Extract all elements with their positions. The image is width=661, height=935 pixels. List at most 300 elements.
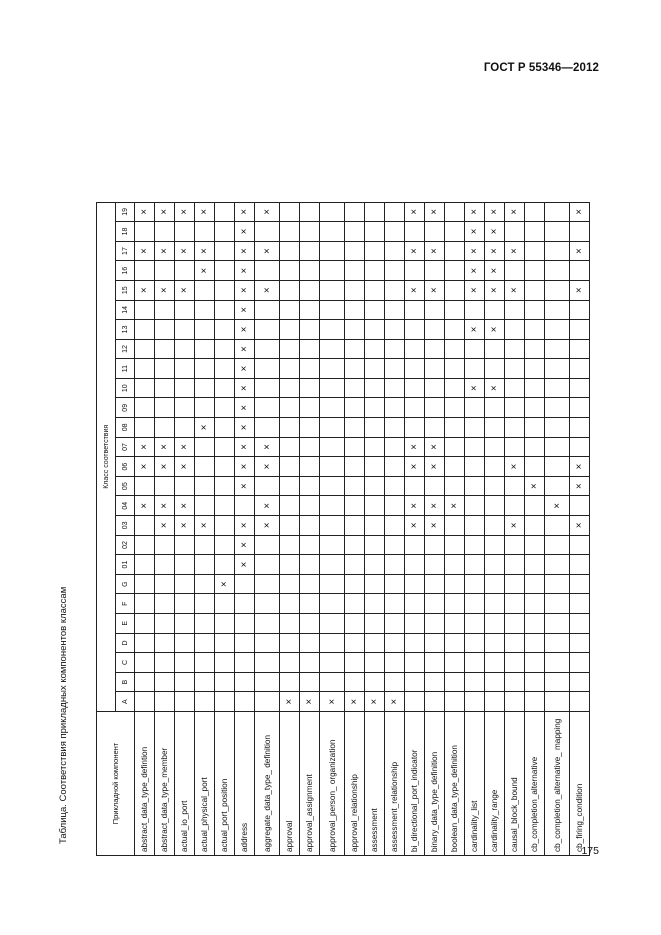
class-cell-B xyxy=(505,672,525,692)
class-cell-D xyxy=(485,633,505,653)
class-cell-09 xyxy=(175,398,195,418)
class-cell-10 xyxy=(545,378,570,398)
conformance-mark: × xyxy=(159,208,170,215)
conformance-mark: × xyxy=(179,444,190,450)
class-cell-19 xyxy=(545,202,570,222)
class-cell-02 xyxy=(280,535,300,555)
class-cell-09 xyxy=(155,398,175,418)
conformance-mark: × xyxy=(159,444,170,450)
class-cell-18 xyxy=(215,222,235,242)
class-cell-11 xyxy=(280,359,300,379)
class-cell-14 xyxy=(235,300,255,320)
class-cell-B xyxy=(235,672,255,692)
class-cell-05 xyxy=(525,476,545,496)
class-cell-06 xyxy=(195,457,215,477)
class-cell-07 xyxy=(320,437,345,457)
class-cell-16 xyxy=(505,261,525,281)
class-cell-F xyxy=(385,594,405,614)
class-cell-03 xyxy=(280,516,300,536)
table-row xyxy=(280,202,300,855)
class-cell-12 xyxy=(300,339,320,359)
class-cell-F xyxy=(235,594,255,614)
class-cell-G xyxy=(280,574,300,594)
conformance-mark: × xyxy=(489,287,500,294)
class-cell-F xyxy=(365,594,385,614)
class-cell-13 xyxy=(300,320,320,340)
class-cell-07 xyxy=(570,437,590,457)
class-cell-04 xyxy=(155,496,175,516)
class-cell-06 xyxy=(365,457,385,477)
table-row xyxy=(195,202,215,855)
class-cell-11 xyxy=(545,359,570,379)
class-cell-C xyxy=(525,653,545,673)
class-cell-15 xyxy=(135,280,155,300)
class-cell-16 xyxy=(405,261,425,281)
class-cell-A xyxy=(445,692,465,712)
conformance-mark: × xyxy=(139,248,150,254)
class-cell-12 xyxy=(570,339,590,359)
class-cell-01 xyxy=(385,555,405,575)
class-cell-18 xyxy=(485,222,505,242)
conformance-mark: × xyxy=(574,522,585,529)
component-name: actual_physical_port xyxy=(195,712,215,856)
class-cell-16 xyxy=(345,261,365,281)
class-cell-12 xyxy=(545,339,570,359)
class-cell-09 xyxy=(425,398,445,418)
table-row xyxy=(235,202,255,855)
class-cell-10 xyxy=(525,378,545,398)
class-cell-G xyxy=(445,574,465,594)
class-cell-19 xyxy=(195,202,215,222)
class-cell-02 xyxy=(175,535,195,555)
conformance-mark: × xyxy=(489,248,500,254)
component-name: actual_port_position xyxy=(215,712,235,856)
class-cell-A xyxy=(365,692,385,712)
class-cell-11 xyxy=(175,359,195,379)
class-cell-19 xyxy=(320,202,345,222)
class-cell-14 xyxy=(385,300,405,320)
class-cell-C xyxy=(345,653,365,673)
conformance-mark: × xyxy=(179,248,190,254)
class-cell-B xyxy=(445,672,465,692)
class-cell-09 xyxy=(465,398,485,418)
class-cell-11 xyxy=(465,359,485,379)
class-cell-B xyxy=(215,672,235,692)
class-cell-13 xyxy=(465,320,485,340)
class-cell-E xyxy=(300,614,320,634)
class-cell-A xyxy=(280,692,300,712)
class-cell-14 xyxy=(300,300,320,320)
class-cell-04 xyxy=(525,496,545,516)
class-cell-B xyxy=(570,672,590,692)
conformance-mark: × xyxy=(574,287,585,294)
class-cell-C xyxy=(365,653,385,673)
class-cell-14 xyxy=(155,300,175,320)
class-cell-D xyxy=(320,633,345,653)
class-cell-04 xyxy=(545,496,570,516)
class-cell-03 xyxy=(505,516,525,536)
class-cell-18 xyxy=(155,222,175,242)
class-cell-C xyxy=(235,653,255,673)
conformance-mark: × xyxy=(239,306,250,313)
class-cell-G xyxy=(300,574,320,594)
component-name: approval xyxy=(280,712,300,856)
class-cell-18 xyxy=(445,222,465,242)
class-cell-10 xyxy=(300,378,320,398)
column-header-04: 04 xyxy=(116,496,135,516)
class-cell-12 xyxy=(320,339,345,359)
class-cell-04 xyxy=(345,496,365,516)
conformance-mark: × xyxy=(429,444,440,450)
class-cell-G xyxy=(235,574,255,594)
conformance-mark: × xyxy=(139,287,150,294)
conformance-mark: × xyxy=(239,404,250,411)
class-cell-04 xyxy=(445,496,465,516)
class-cell-08 xyxy=(300,418,320,438)
class-cell-04 xyxy=(365,496,385,516)
class-cell-D xyxy=(425,633,445,653)
class-cell-14 xyxy=(445,300,465,320)
class-cell-14 xyxy=(175,300,195,320)
class-cell-07 xyxy=(405,437,425,457)
class-cell-E xyxy=(425,614,445,634)
class-cell-13 xyxy=(320,320,345,340)
class-cell-04 xyxy=(255,496,280,516)
class-cell-11 xyxy=(525,359,545,379)
conformance-mark: × xyxy=(429,522,440,529)
column-header-A: A xyxy=(116,692,135,712)
column-header-12: 12 xyxy=(116,339,135,359)
class-cell-03 xyxy=(545,516,570,536)
class-cell-02 xyxy=(505,535,525,555)
class-cell-13 xyxy=(365,320,385,340)
class-cell-15 xyxy=(525,280,545,300)
class-cell-05 xyxy=(320,476,345,496)
class-cell-07 xyxy=(300,437,320,457)
class-cell-A xyxy=(215,692,235,712)
conformance-mark: × xyxy=(239,346,250,352)
class-cell-13 xyxy=(525,320,545,340)
class-cell-12 xyxy=(235,339,255,359)
class-cell-02 xyxy=(425,535,445,555)
class-cell-08 xyxy=(195,418,215,438)
class-cell-07 xyxy=(280,437,300,457)
class-cell-03 xyxy=(465,516,485,536)
class-cell-14 xyxy=(255,300,280,320)
class-cell-D xyxy=(195,633,215,653)
class-cell-01 xyxy=(175,555,195,575)
conformance-mark: × xyxy=(509,248,520,254)
class-cell-03 xyxy=(215,516,235,536)
class-cell-18 xyxy=(195,222,215,242)
conformance-mark: × xyxy=(469,267,480,274)
column-header-07: 07 xyxy=(116,437,135,457)
class-cell-G xyxy=(195,574,215,594)
class-cell-03 xyxy=(525,516,545,536)
class-cell-03 xyxy=(155,516,175,536)
class-cell-B xyxy=(175,672,195,692)
class-cell-15 xyxy=(155,280,175,300)
class-cell-E xyxy=(505,614,525,634)
class-cell-03 xyxy=(345,516,365,536)
class-cell-04 xyxy=(425,496,445,516)
class-cell-12 xyxy=(215,339,235,359)
conformance-mark: × xyxy=(489,267,500,274)
conformance-mark: × xyxy=(179,287,190,294)
conformance-mark: × xyxy=(199,522,210,529)
class-cell-08 xyxy=(505,418,525,438)
class-cell-19 xyxy=(280,202,300,222)
class-cell-11 xyxy=(155,359,175,379)
class-cell-06 xyxy=(155,457,175,477)
class-cell-E xyxy=(175,614,195,634)
class-cell-05 xyxy=(175,476,195,496)
class-cell-12 xyxy=(175,339,195,359)
class-cell-11 xyxy=(365,359,385,379)
class-cell-07 xyxy=(195,437,215,457)
class-cell-15 xyxy=(195,280,215,300)
conformance-mark: × xyxy=(409,444,420,450)
class-cell-G xyxy=(345,574,365,594)
conformance-mark: × xyxy=(239,561,250,568)
class-cell-C xyxy=(505,653,525,673)
column-header-B: B xyxy=(116,672,135,692)
class-cell-05 xyxy=(425,476,445,496)
component-name: approval_assignment xyxy=(300,712,320,856)
class-cell-F xyxy=(570,594,590,614)
class-cell-09 xyxy=(570,398,590,418)
class-cell-B xyxy=(425,672,445,692)
class-cell-03 xyxy=(300,516,320,536)
class-cell-03 xyxy=(425,516,445,536)
class-cell-07 xyxy=(445,437,465,457)
conformance-mark: × xyxy=(199,424,210,431)
component-name: assessment_relationship xyxy=(385,712,405,856)
table-row xyxy=(405,202,425,855)
class-cell-05 xyxy=(545,476,570,496)
class-cell-01 xyxy=(445,555,465,575)
document-standard-header: ГОСТ Р 55346—2012 xyxy=(483,62,599,74)
class-cell-B xyxy=(405,672,425,692)
conformance-mark: × xyxy=(199,248,210,254)
class-cell-13 xyxy=(505,320,525,340)
class-cell-07 xyxy=(215,437,235,457)
class-cell-05 xyxy=(465,476,485,496)
class-cell-C xyxy=(255,653,280,673)
class-cell-01 xyxy=(465,555,485,575)
class-cell-17 xyxy=(445,241,465,261)
conformance-mark: × xyxy=(409,522,420,529)
class-cell-03 xyxy=(445,516,465,536)
class-cell-17 xyxy=(135,241,155,261)
class-cell-07 xyxy=(365,437,385,457)
class-cell-12 xyxy=(345,339,365,359)
class-cell-02 xyxy=(525,535,545,555)
class-cell-15 xyxy=(215,280,235,300)
class-cell-D xyxy=(405,633,425,653)
class-cell-07 xyxy=(135,437,155,457)
conformance-mark: × xyxy=(159,522,170,529)
class-cell-01 xyxy=(195,555,215,575)
class-cell-08 xyxy=(280,418,300,438)
class-cell-07 xyxy=(425,437,445,457)
conformance-mark: × xyxy=(261,502,273,509)
class-cell-14 xyxy=(425,300,445,320)
class-cell-19 xyxy=(175,202,195,222)
rotated-table-region xyxy=(56,16,596,856)
class-cell-16 xyxy=(485,261,505,281)
class-cell-17 xyxy=(280,241,300,261)
component-name: abstract_data_type_defintion xyxy=(135,712,155,856)
class-cell-F xyxy=(255,594,280,614)
conformance-mark: × xyxy=(509,522,520,529)
class-cell-12 xyxy=(135,339,155,359)
class-cell-F xyxy=(485,594,505,614)
class-cell-03 xyxy=(255,516,280,536)
class-cell-09 xyxy=(345,398,365,418)
class-cell-17 xyxy=(425,241,445,261)
class-cell-03 xyxy=(405,516,425,536)
column-header-D: D xyxy=(116,633,135,653)
class-cell-05 xyxy=(485,476,505,496)
class-cell-05 xyxy=(570,476,590,496)
class-cell-F xyxy=(280,594,300,614)
table-caption: Таблица. Соответствия прикладных компонентов классам xyxy=(58,586,69,844)
class-cell-10 xyxy=(345,378,365,398)
class-cell-09 xyxy=(255,398,280,418)
conformance-mark: × xyxy=(261,444,273,450)
conformance-mark: × xyxy=(239,522,250,529)
class-cell-17 xyxy=(215,241,235,261)
class-cell-06 xyxy=(235,457,255,477)
class-cell-17 xyxy=(345,241,365,261)
class-cell-16 xyxy=(235,261,255,281)
conformance-mark: × xyxy=(574,463,585,470)
conformance-mark: × xyxy=(139,444,150,450)
table-row xyxy=(445,202,465,855)
conformance-mark: × xyxy=(429,208,440,215)
class-cell-15 xyxy=(280,280,300,300)
class-cell-13 xyxy=(175,320,195,340)
class-cell-08 xyxy=(525,418,545,438)
class-cell-01 xyxy=(345,555,365,575)
class-cell-19 xyxy=(385,202,405,222)
conformance-mark: × xyxy=(239,326,250,333)
class-cell-02 xyxy=(570,535,590,555)
class-cell-06 xyxy=(385,457,405,477)
class-cell-D xyxy=(345,633,365,653)
class-cell-03 xyxy=(320,516,345,536)
class-cell-09 xyxy=(235,398,255,418)
class-cell-12 xyxy=(255,339,280,359)
class-cell-04 xyxy=(465,496,485,516)
class-cell-02 xyxy=(405,535,425,555)
class-cell-02 xyxy=(135,535,155,555)
class-cell-09 xyxy=(320,398,345,418)
class-cell-13 xyxy=(425,320,445,340)
class-cell-17 xyxy=(195,241,215,261)
component-name: bi_directional_port_indicator xyxy=(405,712,425,856)
class-cell-10 xyxy=(365,378,385,398)
component-name: abstract_data_type_member xyxy=(155,712,175,856)
class-cell-13 xyxy=(385,320,405,340)
class-cell-15 xyxy=(255,280,280,300)
class-cell-F xyxy=(175,594,195,614)
class-cell-03 xyxy=(365,516,385,536)
class-cell-C xyxy=(385,653,405,673)
class-cell-09 xyxy=(445,398,465,418)
conformance-mark: × xyxy=(551,502,563,509)
class-cell-09 xyxy=(280,398,300,418)
class-cell-08 xyxy=(545,418,570,438)
class-cell-15 xyxy=(345,280,365,300)
class-cell-13 xyxy=(280,320,300,340)
conformance-mark: × xyxy=(199,208,210,215)
class-cell-16 xyxy=(465,261,485,281)
class-cell-C xyxy=(405,653,425,673)
table-row xyxy=(365,202,385,855)
class-cell-09 xyxy=(135,398,155,418)
class-cell-15 xyxy=(545,280,570,300)
class-cell-03 xyxy=(195,516,215,536)
conformance-mark: × xyxy=(509,463,520,470)
class-cell-D xyxy=(255,633,280,653)
class-cell-02 xyxy=(445,535,465,555)
class-cell-18 xyxy=(135,222,155,242)
class-cell-D xyxy=(135,633,155,653)
class-cell-14 xyxy=(525,300,545,320)
class-cell-G xyxy=(175,574,195,594)
table-row xyxy=(320,202,345,855)
class-cell-10 xyxy=(215,378,235,398)
conformance-mark: × xyxy=(469,385,480,392)
class-cell-01 xyxy=(280,555,300,575)
class-cell-03 xyxy=(385,516,405,536)
class-cell-04 xyxy=(505,496,525,516)
class-cell-14 xyxy=(485,300,505,320)
class-cell-C xyxy=(175,653,195,673)
class-cell-E xyxy=(135,614,155,634)
conformance-mark: × xyxy=(239,208,250,215)
class-cell-02 xyxy=(545,535,570,555)
class-cell-B xyxy=(320,672,345,692)
class-cell-17 xyxy=(485,241,505,261)
class-cell-05 xyxy=(255,476,280,496)
class-cell-C xyxy=(155,653,175,673)
class-cell-08 xyxy=(255,418,280,438)
class-cell-15 xyxy=(425,280,445,300)
class-cell-19 xyxy=(215,202,235,222)
conformance-mark: × xyxy=(509,287,520,294)
class-cell-10 xyxy=(320,378,345,398)
class-cell-06 xyxy=(300,457,320,477)
column-header-01: 01 xyxy=(116,555,135,575)
class-cell-G xyxy=(385,574,405,594)
component-name: assessment xyxy=(365,712,385,856)
class-cell-01 xyxy=(365,555,385,575)
class-cell-05 xyxy=(445,476,465,496)
class-cell-16 xyxy=(175,261,195,281)
table-row xyxy=(300,202,320,855)
class-cell-A xyxy=(385,692,405,712)
class-cell-F xyxy=(525,594,545,614)
class-cell-05 xyxy=(135,476,155,496)
class-cell-15 xyxy=(405,280,425,300)
class-cell-15 xyxy=(445,280,465,300)
class-cell-09 xyxy=(525,398,545,418)
class-cell-06 xyxy=(280,457,300,477)
conformance-mark: × xyxy=(159,287,170,294)
